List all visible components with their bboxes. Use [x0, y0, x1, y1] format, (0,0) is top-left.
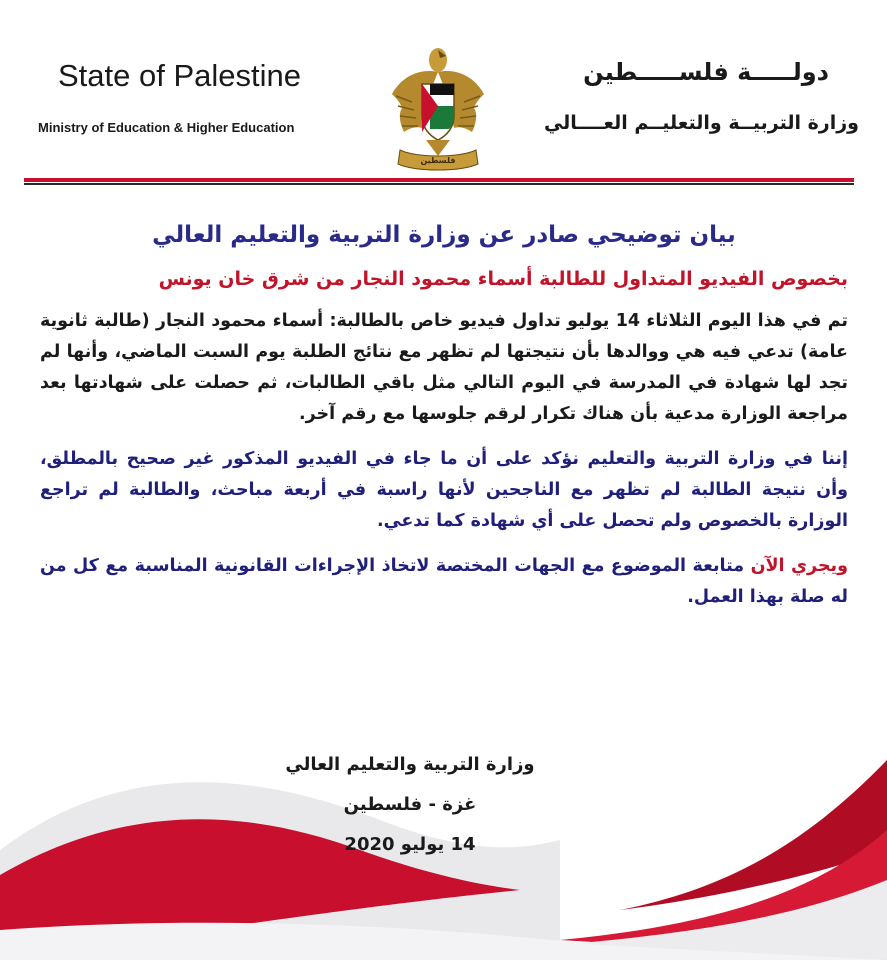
- arabic-title: دولـــــة فلســـــطين: [583, 58, 829, 86]
- paragraph-2: إننا في وزارة التربية والتعليم نؤكد على أن ما جاء في الفيديو المذكور غير صحيح بالمطلق، وأن نتيجة الطالبة لم تظهر مع الناجحين لأنها راسبة في أربعة مباحث، والطالبة لم تراجع الوزارة بالخصوص ولم تحصل على أي شهادة كما تدعي.: [40, 449, 848, 531]
- paragraph-3: [40, 551, 848, 613]
- english-subtitle: Ministry of Education & Higher Education: [38, 120, 295, 135]
- paragraph-3-text: متابعة الموضوع مع الجهات المختصة لاتخاذ الإجراءات القانونية المناسبة مع كل من له صلة بهذا العمل.: [40, 556, 848, 607]
- signature-date: 14 يوليو 2020: [344, 834, 476, 855]
- letterhead: [0, 0, 887, 190]
- paragraph-1: تم في هذا اليوم الثلاثاء 14 يوليو تداول فيديو خاص بالطالبة: أسماء محمود النجار (طالبة ثانوية عامة) تدعي فيه هي ووالدها بأن نتيجتها لم تظهر مع نتائج الطلبة يوم السبت الماضي، وأنها لم تجد لها شهادة في المدرسة في اليوم التالي مثل باقي الطالبات، ثم حصلت على شهادتها بعد مراجعة الوزارة مدعية بأن هناك تكرار لرقم جلوسها مع رقم آخر.: [40, 311, 849, 424]
- statement-subheading: بخصوص الفيديو المتداول للطالبة أسماء محمود النجار من شرق خان يونس: [158, 268, 848, 290]
- arabic-subtitle: وزارة التربيــة والتعليــم العــــالي: [543, 112, 859, 134]
- header-divider-dark: [24, 183, 854, 185]
- signature-ministry: وزارة التربية والتعليم العالي: [285, 754, 535, 775]
- header-divider-red: [24, 178, 854, 182]
- signature-block: [250, 745, 570, 865]
- signature-location: غزة - فلسطين: [343, 794, 477, 815]
- statement-heading: بيان توضيحي صادر عن وزارة التربية والتعليم العالي: [152, 222, 736, 248]
- english-title: State of Palestine: [58, 58, 301, 93]
- emblem-label: فلسطين: [420, 156, 456, 165]
- statement-body: [40, 210, 848, 627]
- paragraph-3-highlight: ويجري الآن: [750, 556, 849, 576]
- eagle-emblem-icon: [386, 32, 490, 172]
